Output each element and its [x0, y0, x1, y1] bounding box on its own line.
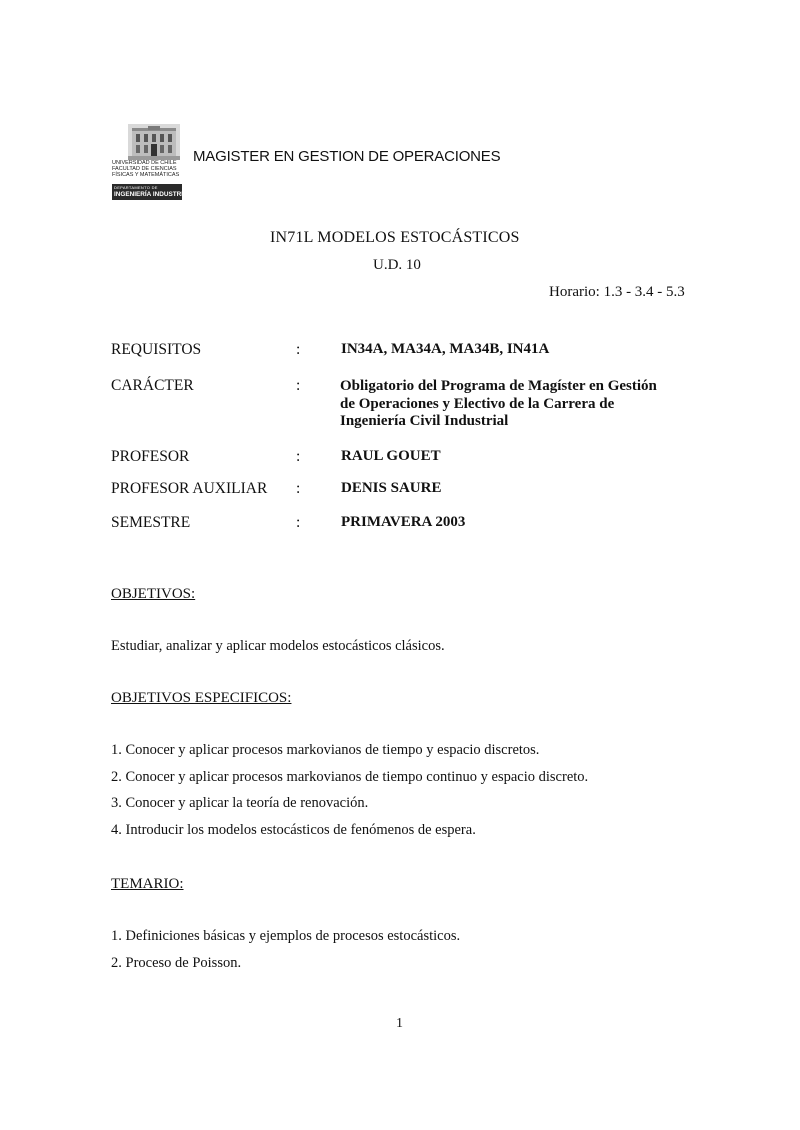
university-logo: [112, 122, 192, 200]
page-number: 1: [396, 1016, 403, 1031]
course-title: IN71L MODELOS ESTOCÁSTICOS: [270, 229, 520, 246]
info-label-semestre: SEMESTRE: [111, 514, 191, 531]
program-title: MAGISTER EN GESTION DE OPERACIONES: [193, 148, 501, 165]
specific-objective-item: 2. Conocer y aplicar procesos markovianos de tiempo continuo y espacio discreto.: [111, 769, 589, 785]
info-value-requisitos: IN34A, MA34A, MA34B, IN41A: [341, 341, 550, 357]
specific-objective-item: 3. Conocer y aplicar la teoría de renovación.: [111, 795, 369, 811]
info-colon: :: [296, 341, 301, 358]
info-label-requisitos: REQUISITOS: [111, 341, 202, 358]
info-value-caracter: Obligatorio del Programa de Magíster en Gestión de Operaciones y Electivo de la Carrera de Ingeniería Civil Industrial: [340, 378, 657, 429]
logo-department-band: DEPARTAMENTO DE INGENIERÍA INDUSTRIAL: [114, 185, 192, 198]
info-label-caracter: CARÁCTER: [111, 377, 194, 394]
info-colon: :: [296, 377, 301, 394]
objectives-heading: OBJETIVOS:: [111, 586, 196, 602]
building-icon: [128, 124, 180, 160]
info-colon: :: [296, 448, 301, 465]
course-schedule: Horario: 1.3 - 3.4 - 5.3: [549, 284, 685, 300]
info-value-profesor: RAUL GOUET: [341, 448, 441, 464]
specific-objective-item: 4. Introducir los modelos estocásticos de fenómenos de espera.: [111, 822, 476, 838]
specific-objective-item: 1. Conocer y aplicar procesos markovianos de tiempo y espacio discretos.: [111, 742, 540, 758]
info-label-profesor-auxiliar: PROFESOR AUXILIAR: [111, 480, 268, 497]
syllabus-item: 2. Proceso de Poisson.: [111, 955, 242, 971]
info-label-profesor: PROFESOR: [111, 448, 190, 465]
info-colon: :: [296, 480, 301, 497]
syllabus-item: 1. Definiciones básicas y ejemplos de procesos estocásticos.: [111, 928, 461, 944]
info-colon: :: [296, 514, 301, 531]
course-units: U.D. 10: [373, 257, 421, 273]
logo-university-text: UNIVERSIDAD DE CHILE FACULTAD DE CIENCIAS FÍSICAS Y MATEMÁTICAS: [112, 160, 180, 178]
objectives-text: Estudiar, analizar y aplicar modelos estocásticos clásicos.: [111, 638, 445, 654]
info-value-semestre: PRIMAVERA 2003: [341, 514, 466, 530]
specific-objectives-heading: OBJETIVOS ESPECIFICOS:: [111, 690, 292, 706]
syllabus-heading: TEMARIO:: [111, 876, 184, 892]
info-value-profesor-auxiliar: DENIS SAURE: [341, 480, 442, 496]
